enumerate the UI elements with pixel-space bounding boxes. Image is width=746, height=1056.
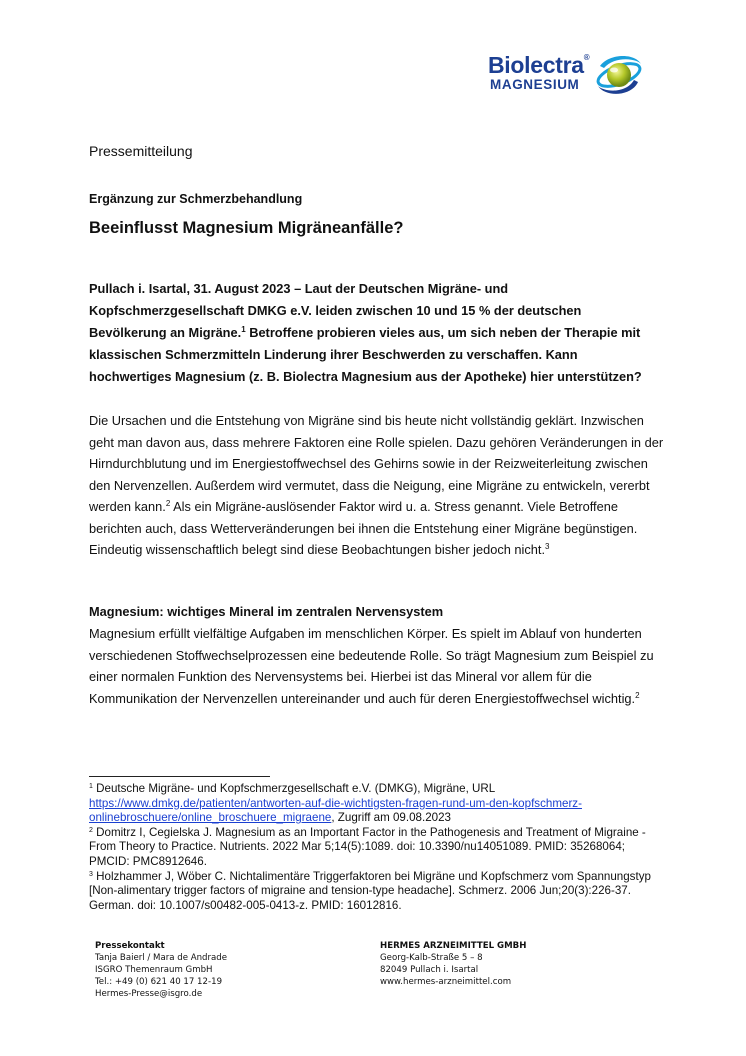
press-contact-heading: Pressekontakt: [95, 941, 165, 951]
lead-paragraph: Pullach i. Isartal, 31. August 2023 – Laut der Deutschen Migräne- und Kopfschmerzgesellschaft DMKG e.V. leiden zwischen 10 und 15 % der deutschen Bevölkerung an Migräne.$^1$ Betroffene probieren vieles aus, um sich neben der Therapie mit klassischen Schmerzmitteln Linderung ihrer Beschwerden zu verschaffen. Kann hochwertiges Magnesium (z. B. Biolectra Magnesium aus der Apotheke) hier unterstützen?: [89, 281, 642, 384]
footnote-divider: [89, 776, 270, 777]
footnote-ref: 1: [241, 325, 246, 334]
footnote-1: $^1$ Deutsche Migräne- und Kopfschmerzgesellschaft e.V. (DMKG), Migräne, URL https://www.dmkg.de/patienten/antworten-auf-die-wichtigsten-fragen-rund-um-den-kopfschmerz-onlinebroschuere/online_broschuere_migraene, Zugriff am 09.08.2023: [89, 782, 582, 825]
doc-kicker: Pressemitteilung: [89, 143, 193, 159]
doc-title: Beeinflusst Magnesium Migräneanfälle?: [89, 219, 404, 237]
section-heading: Magnesium: wichtiges Mineral im zentralen Nervensystem: [89, 604, 444, 619]
doc-subheading: Ergänzung zur Schmerzbehandlung: [89, 192, 303, 206]
company-address: HERMES ARZNEIMITTEL GMBH Georg-Kalb-Straße 5 – 8 82049 Pullach i. Isartal www.hermes-arzneimittel.com: [380, 941, 527, 987]
magnesium-sphere-icon: [594, 52, 644, 98]
footnotes: [89, 782, 664, 913]
body-paragraph-causes: Die Ursachen und die Entstehung von Migräne sind bis heute nicht vollständig geklärt. Inzwischen geht man davon aus, dass mehrere Faktoren eine Rolle spielen. Dazu gehören Veränderungen in der Hirndurchblutung und im Energiestoffwechsel des Gehirns sowie in der Reizweiterleitung zwischen den Nervenzellen. Außerdem wird vermutet, dass die Neigung, eine Migräne zu entwickeln, vererbt werden kann.$^2$ Als ein Migräne-auslösender Faktor wird u. a. Stress genannt. Viele Betroffene berichten auch, dass Wetterveränderungen bei ihnen die Entstehung einer Migräne begünstigen. Eindeutig wissenschaftlich belegt sind diese Beobachtungen bisher jedoch nicht.$^3$: [89, 413, 664, 557]
footnote-3: $^3$ Holzhammer J, Wöber C. Nichtalimentäre Triggerfaktoren bei Migräne und Kopfschmerz vom Spannungstyp [Non-alimentary trigger factors of migraine and tension-type headache]. Schmerz. 2006 Jun;20(3):226-37. German. doi: 10.1007/s00482-005-0413-z. PMID: 16012816.: [89, 869, 651, 912]
press-contact: Pressekontakt Tanja Baierl / Mara de Andrade ISGRO Themenraum GmbH Tel.: +49 (0) 621 40 17 12-19 Hermes-Presse@isgro.de: [95, 941, 228, 999]
press-email[interactable]: Hermes-Presse@isgro.de: [95, 989, 203, 999]
logo-wordmark: Biolectra®: [488, 52, 590, 78]
biolectra-logo: [488, 52, 648, 98]
footnote-ref: 2: [635, 690, 640, 700]
footnote-ref: 3: [545, 542, 550, 551]
footnote-link[interactable]: https://www.dmkg.de/patienten/antworten-auf-die-wichtigsten-fragen-rund-um-den-kopfschmerz-onlinebroschuere/online_broschuere_migraene: [89, 796, 582, 825]
body-paragraph-magnesium: Magnesium erfüllt vielfältige Aufgaben im menschlichen Körper. Es spielt im Ablauf von hunderten verschiedenen Stoffwechselprozessen eine bedeutende Rolle. So trägt Magnesium zum Beispiel zu einer normalen Funktion des Nervensystems bei. Hierbei ist das Mineral vor allem für die Kommunikation der Nervenzellen untereinander und auch für deren Energiestoffwechsel wichtig.$^2$: [89, 626, 654, 706]
footnote-2: $^2$ Domitrz I, Cegielska J. Magnesium as an Important Factor in the Pathogenesis and Treatment of Migraine - From Theory to Practice. Nutrients. 2022 Mar 5;14(5):1089. doi: 10.3390/nu14051089. PMID: 35268064; PMCID: PMC8912646.: [89, 825, 646, 868]
logo-subtitle: MAGNESIUM: [490, 77, 580, 92]
footnote-ref: 2: [165, 499, 171, 508]
company-name: HERMES ARZNEIMITTEL GMBH: [380, 941, 527, 951]
company-website[interactable]: www.hermes-arzneimittel.com: [380, 977, 512, 987]
